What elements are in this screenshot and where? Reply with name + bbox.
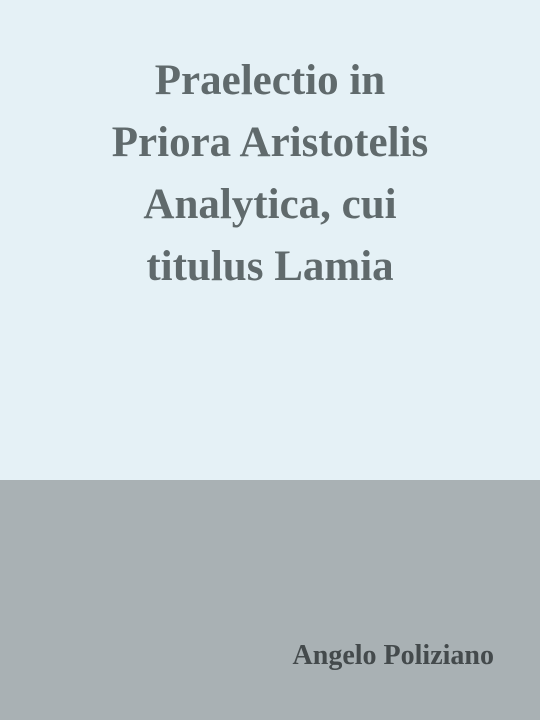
book-title-line-3: Analytica, cui [143,181,397,228]
cover-bottom-panel [0,480,540,720]
author-name: Angelo Poliziano [292,640,494,671]
book-title-line-1: Praelectio in [154,57,386,104]
book-title-line-4: titulus Lamia [146,243,394,290]
book-title-line-2: Priora Aristotelis [111,119,429,166]
book-title [20,50,520,298]
